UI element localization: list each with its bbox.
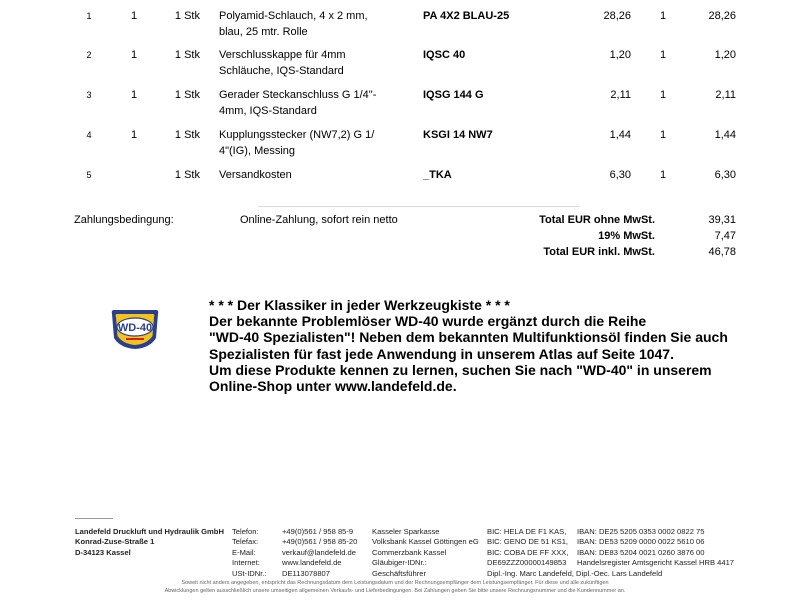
logo-text: WD-40 xyxy=(117,322,153,334)
fine-print xyxy=(0,580,790,595)
footer-iban xyxy=(577,527,734,569)
item-quantity-billed: 1 xyxy=(659,10,667,22)
item-quantity: 1 xyxy=(130,10,138,22)
fax-value: +49(0)561 / 958 85-20 xyxy=(282,537,358,547)
item-quantity-billed: 1 xyxy=(659,129,667,141)
promo-text xyxy=(209,297,729,394)
item-description-line: Schläuche, IQS-Standard xyxy=(219,65,344,77)
item-unit-price: 6,30 xyxy=(609,169,631,181)
item-quantity-billed: 1 xyxy=(659,89,667,101)
company-street: Konrad-Zuse-Straße 1 xyxy=(75,537,155,547)
company-city: D-34123 Kassel xyxy=(75,547,131,557)
item-position: 1 xyxy=(86,11,92,21)
item-unit-price: 28,26 xyxy=(603,10,631,22)
register-info: Handelsregister Amtsgericht Kassel HRB 4417 xyxy=(577,558,735,568)
promo-line: * * * Der Klassiker in jeder Werkzeugkiste * * * xyxy=(209,297,510,313)
item-total: 2,11 xyxy=(715,89,736,101)
managing-directors: Dipl.-Ing. Marc Landefeld, Dipl.-Oec. Lars Landefeld xyxy=(487,568,663,578)
email-value[interactable]: verkauf@landefeld.de xyxy=(282,547,356,557)
bank-name: Volksbank Kassel Göttingen eG xyxy=(372,537,479,547)
vat-id-label: USt-IDNr.: xyxy=(232,568,267,578)
phone-value: +49(0)561 / 958 85-9 xyxy=(282,527,354,536)
item-article-number: PA 4X2 BLAU-25 xyxy=(423,10,510,22)
item-total: 6,30 xyxy=(714,169,736,181)
footer-contact-labels xyxy=(232,527,267,579)
item-article-number: IQSC 40 xyxy=(423,49,466,61)
item-unit: 1 Stk xyxy=(174,169,200,181)
item-unit: 1 Stk xyxy=(174,49,200,61)
divider xyxy=(258,206,580,207)
payment-label: Zahlungsbedingung: xyxy=(74,214,174,226)
fax-label: Telefax: xyxy=(232,537,259,547)
item-unit-price: 2,11 xyxy=(610,89,631,101)
item-quantity: 1 xyxy=(130,89,138,101)
iban: IBAN: DE53 5209 0000 0022 5610 06 xyxy=(577,537,705,547)
managing-directors-label: Geschäftsführer xyxy=(372,568,427,578)
item-total: 1,44 xyxy=(714,129,736,141)
item-position: 3 xyxy=(86,90,92,100)
total-gross-value: 46,78 xyxy=(708,246,736,258)
total-net-label: Total EUR ohne MwSt. xyxy=(539,214,655,226)
vat-label: 19% MwSt. xyxy=(598,230,655,242)
item-unit: 1 Stk xyxy=(174,10,200,22)
footer-contact-values xyxy=(282,527,357,579)
creditor-id: DE69ZZZ00000149853 xyxy=(487,558,567,568)
promo-line: Online-Shop unter www.landefeld.de. xyxy=(209,378,457,395)
creditor-id-label: Gläubiger-IDNr.: xyxy=(372,558,427,568)
promo-line: "WD-40 Spezialisten"! Neben dem bekannten Multifunktionsöl finden Sie auch xyxy=(209,329,728,346)
total-net-value: 39,31 xyxy=(708,214,736,226)
bic: BIC: COBA DE FF XXX, xyxy=(487,547,569,557)
item-unit: 1 Stk xyxy=(174,89,200,101)
item-quantity: 1 xyxy=(130,49,138,61)
bic: BIC: HELA DE F1 KAS, xyxy=(487,527,567,536)
iban: IBAN: DE25 5205 0353 0002 0822 75 xyxy=(577,527,705,536)
total-gross-label: Total EUR inkl. MwSt. xyxy=(543,246,655,258)
item-description xyxy=(219,127,389,159)
phone-label: Telefon: xyxy=(232,527,259,536)
footer-company xyxy=(75,527,224,558)
footer-rule xyxy=(75,518,113,519)
item-quantity-billed: 1 xyxy=(659,169,667,181)
item-article-number: _TKA xyxy=(423,169,452,181)
wd40-logo xyxy=(110,308,160,350)
item-position: 5 xyxy=(86,170,92,180)
item-quantity-billed: 1 xyxy=(659,49,667,61)
item-unit: 1 Stk xyxy=(174,129,200,141)
fine-print-line: Abwicklungen gelten ausschließlich unsere umseitigen allgemeinen Verkaufs- und Lieferbedingungen. Bei Zahlungen geben Sie bitte unsere Rechnungsnummer und die Kundennummer an. xyxy=(164,587,626,594)
item-total: 28,26 xyxy=(708,10,736,22)
item-article-number: IQSG 144 G xyxy=(423,89,484,101)
email-label: E-Mail: xyxy=(232,547,256,557)
vat-id-value: DE113078807 xyxy=(282,568,330,578)
web-value[interactable]: www.landefeld.de xyxy=(282,558,342,568)
item-description-line: 4mm, IQS-Standard xyxy=(219,105,317,117)
item-unit-price: 1,20 xyxy=(609,49,631,61)
item-description-line: 4"(IG), Messing xyxy=(219,145,296,157)
promo-line: Spezialisten für fast jede Anwendung in unserem Atlas auf Seite 1047. xyxy=(209,345,674,362)
bank-name: Kasseler Sparkasse xyxy=(372,527,440,536)
item-position: 4 xyxy=(86,130,92,140)
item-unit-price: 1,44 xyxy=(609,129,631,141)
item-position: 2 xyxy=(86,50,92,60)
web-label: Internet: xyxy=(232,558,260,568)
item-description-line: blau, 25 mtr. Rolle xyxy=(219,26,308,38)
item-article-number: KSGI 14 NW7 xyxy=(423,129,493,141)
item-description-line: Polyamid-Schlauch, 4 x 2 mm, xyxy=(219,10,368,22)
item-description xyxy=(219,87,389,119)
payment-value: Online-Zahlung, sofort rein netto xyxy=(240,214,398,226)
item-description xyxy=(219,167,389,183)
item-description-line: Versandkosten xyxy=(219,169,292,181)
item-description xyxy=(219,8,389,40)
item-total: 1,20 xyxy=(714,49,736,61)
item-description-line: Verschlusskappe für 4mm xyxy=(219,49,346,61)
vat-value: 7,47 xyxy=(714,230,736,242)
promo-line: Der bekannte Problemlöser WD-40 wurde ergänzt durch die Reihe xyxy=(209,313,647,330)
footer-banks xyxy=(372,527,479,579)
item-description xyxy=(219,47,389,79)
fine-print-line: Soweit nicht anders angegeben, entspricht das Rechnungsdatum dem Leistungsdatum und der Rechnungsempfänger dem Leistungsempfänger. Für diese und alle zukünftigen xyxy=(181,580,609,586)
item-description-line: Kupplungsstecker (NW7,2) G 1/ xyxy=(219,129,375,141)
item-quantity: 1 xyxy=(130,129,138,141)
company-name: Landefeld Druckluft und Hydraulik GmbH xyxy=(75,527,224,536)
bic: BIC: GENO DE 51 KS1, xyxy=(487,537,569,547)
bank-name: Commerzbank Kassel xyxy=(372,547,447,557)
promo-line: Um diese Produkte kennen zu lernen, suchen Sie nach "WD-40" in unserem xyxy=(209,361,712,378)
item-description-line: Gerader Steckanschluss G 1/4"- xyxy=(219,89,377,101)
iban: IBAN: DE83 5204 0021 0260 3876 00 xyxy=(577,547,705,557)
